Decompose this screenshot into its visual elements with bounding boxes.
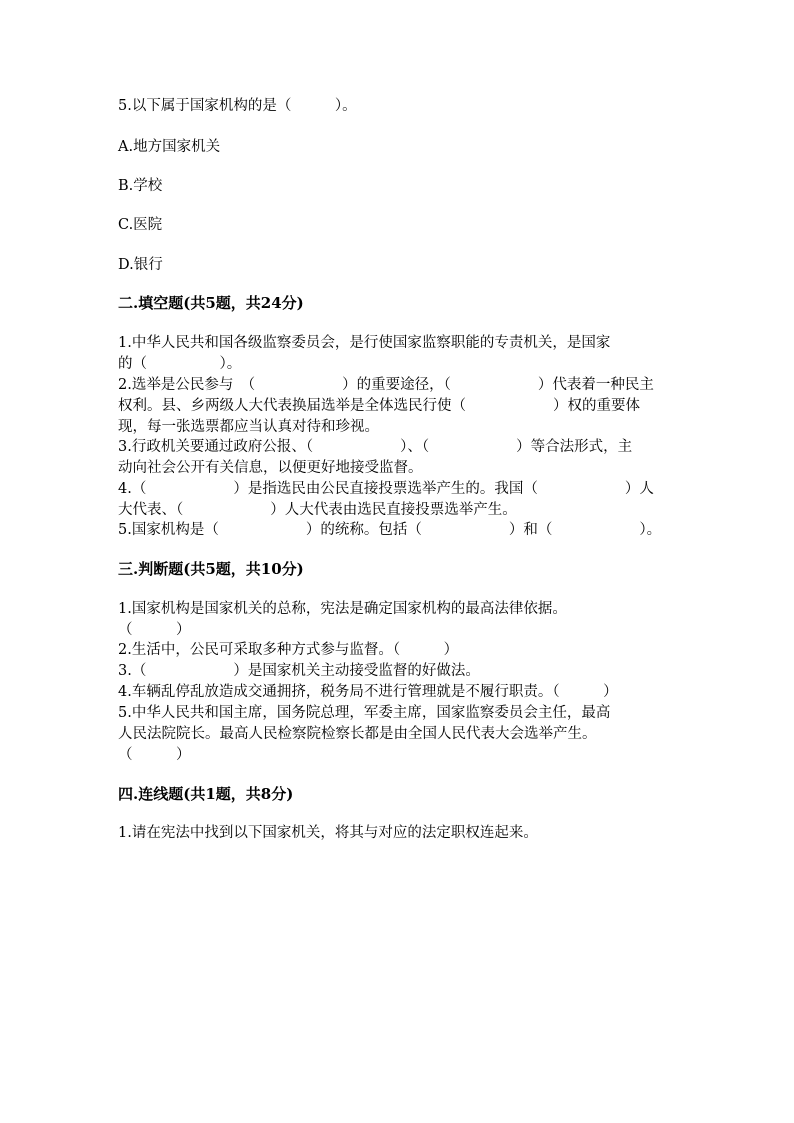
judge-line: 5.中华人民共和国主席，国务院总理，军委主席，国家监察委员会主任，最高 xyxy=(118,705,611,721)
fill-blank-line: 动向社会公开有关信息，以便更好地接受监督。 xyxy=(118,460,423,476)
fill-blank-heading: 二.填空题(共5题，共24分) xyxy=(118,294,304,312)
matching-heading: 四.连线题(共1题，共8分) xyxy=(118,785,294,803)
fill-blank-line: 现，每一张选票都应当认真对待和珍视。 xyxy=(118,419,379,435)
judge-line: 2.生活中，公民可采取多种方式参与监督。（ ） xyxy=(118,642,459,658)
fill-blank-line: 3.行政机关要通过政府公报、（ ）、（ ）等合法形式，主 xyxy=(118,439,633,455)
judge-line: 3.（ ）是国家机关主动接受监督的好做法。 xyxy=(118,663,480,679)
mcq-option-b: B.学校 xyxy=(118,178,163,194)
judge-heading: 三.判断题(共5题，共10分) xyxy=(118,560,304,578)
fill-blank-line: 2.选举是公民参与 （ ）的重要途径，（ ）代表着一种民主 xyxy=(118,377,654,393)
matching-line: 1.请在宪法中找到以下国家机关，将其与对应的法定职权连起来。 xyxy=(118,825,538,841)
judge-line: 1.国家机构是国家机关的总称，宪法是确定国家机构的最高法律依据。 xyxy=(118,601,567,617)
fill-blank-line: 权利。县、乡两级人大代表换届选举是全体选民行使（ ）权的重要体 xyxy=(118,398,640,414)
judge-line: （ ） xyxy=(118,622,191,638)
judge-line: 人民法院院长。最高人民检察院检察长都是由全国人民代表大会选举产生。 xyxy=(118,726,597,742)
mcq-option-d: D.银行 xyxy=(118,257,163,273)
judge-line: （ ） xyxy=(118,747,191,763)
mcq-option-c: C.医院 xyxy=(118,217,163,233)
judge-line: 4.车辆乱停乱放造成交通拥挤，税务局不进行管理就是不履行职责。（ ） xyxy=(118,684,618,700)
fill-blank-line: 的（ ）。 xyxy=(118,356,242,372)
fill-blank-line: 大代表、（ ）人大代表由选民直接投票选举产生。 xyxy=(118,502,517,518)
fill-blank-line: 4.（ ）是指选民由公民直接投票选举产生的。我国（ ）人 xyxy=(118,481,654,497)
mcq-question: 5.以下属于国家机构的是（ ）。 xyxy=(118,98,357,114)
fill-blank-line: 5.国家机构是（ ）的统称。包括（ ）和（ ）。 xyxy=(118,522,662,538)
mcq-option-a: A.地方国家机关 xyxy=(118,139,221,155)
fill-blank-line: 1.中华人民共和国各级监察委员会，是行使国家监察职能的专责机关，是国家 xyxy=(118,335,611,351)
